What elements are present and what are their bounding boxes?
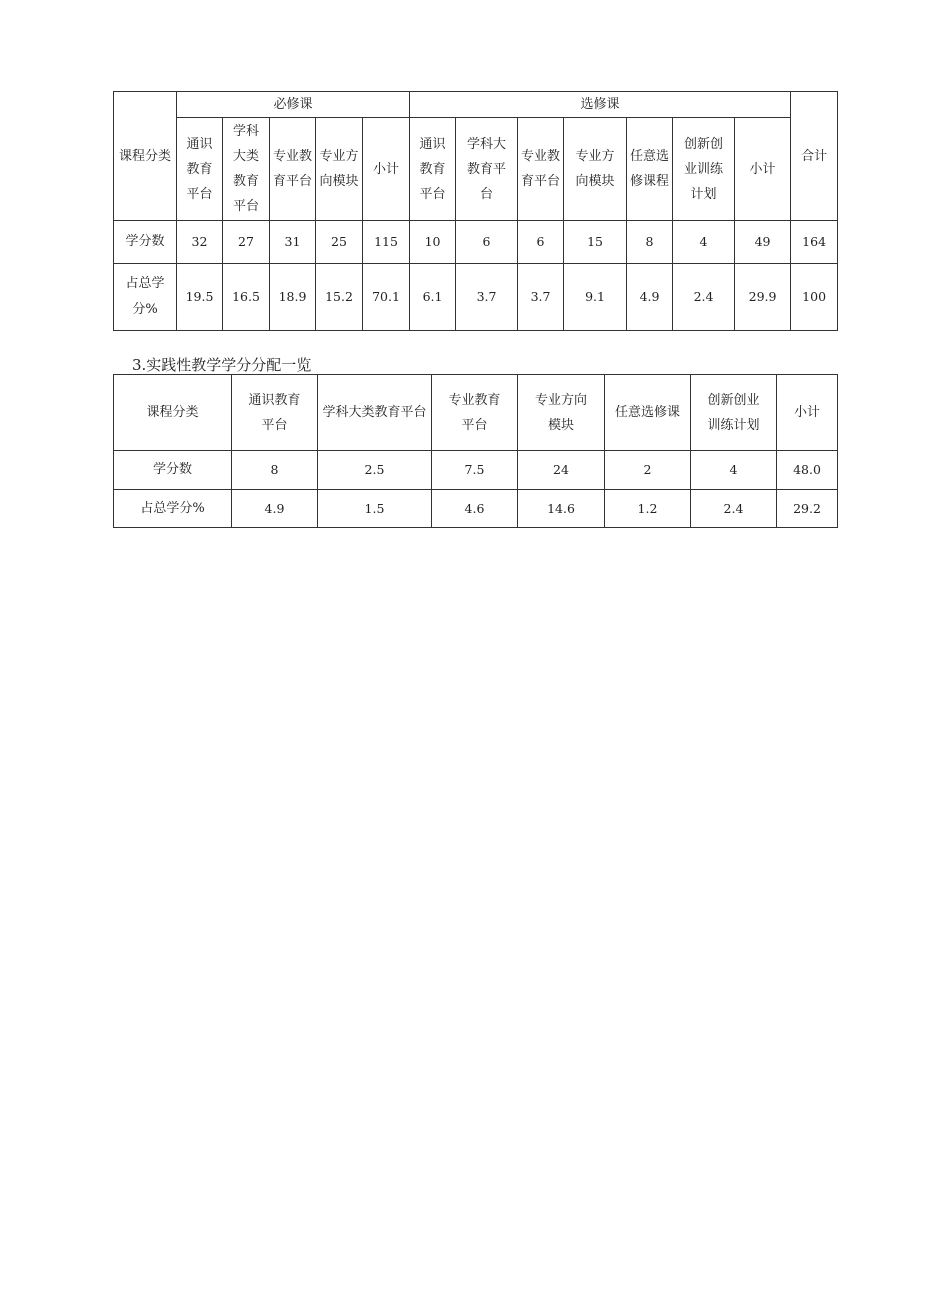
col-header: 课程分类 xyxy=(114,375,232,451)
elective-group-header: 选修课 xyxy=(410,92,791,118)
elective-col-header: 创新创 业训练 计划 xyxy=(673,118,735,221)
elective-col-header: 学科大 教育平 台 xyxy=(456,118,518,221)
table-cell: 4 xyxy=(673,221,735,264)
column-header-row xyxy=(114,118,838,221)
table-cell: 29.2 xyxy=(777,490,838,528)
required-group-header: 必修课 xyxy=(177,92,410,118)
table-cell: 7.5 xyxy=(432,451,518,490)
table-cell: 3.7 xyxy=(456,264,518,331)
table-cell: 1.2 xyxy=(605,490,691,528)
table-cell: 1.5 xyxy=(318,490,432,528)
table-cell: 2 xyxy=(605,451,691,490)
table-cell: 2.5 xyxy=(318,451,432,490)
table-cell: 16.5 xyxy=(223,264,270,331)
table-cell: 29.9 xyxy=(735,264,791,331)
row-label: 学分数 xyxy=(114,451,232,490)
credit-distribution-table xyxy=(113,91,838,331)
row-label: 学分数 xyxy=(114,221,177,264)
col-header: 通识教育 平台 xyxy=(232,375,318,451)
table-cell: 10 xyxy=(410,221,456,264)
required-col-header: 小计 xyxy=(363,118,410,221)
table-cell: 27 xyxy=(223,221,270,264)
table-cell: 31 xyxy=(270,221,316,264)
table-cell: 15 xyxy=(564,221,627,264)
practical-credit-table xyxy=(113,374,838,528)
table-cell: 32 xyxy=(177,221,223,264)
elective-col-header: 小计 xyxy=(735,118,791,221)
elective-col-header: 专业方 向模块 xyxy=(564,118,627,221)
table-cell: 18.9 xyxy=(270,264,316,331)
table-cell: 70.1 xyxy=(363,264,410,331)
table-cell: 4.9 xyxy=(232,490,318,528)
table-cell: 8 xyxy=(627,221,673,264)
table-cell: 9.1 xyxy=(564,264,627,331)
table-cell: 19.5 xyxy=(177,264,223,331)
table-row xyxy=(114,451,838,490)
table-cell: 4.9 xyxy=(627,264,673,331)
section-3-title: 3.实践性教学学分分配一览 xyxy=(132,356,312,374)
table-cell: 6 xyxy=(456,221,518,264)
table-row xyxy=(114,221,838,264)
elective-col-header: 任意选 修课程 xyxy=(627,118,673,221)
table-cell: 2.4 xyxy=(673,264,735,331)
elective-col-header: 通识 教育 平台 xyxy=(410,118,456,221)
col-header: 专业教育 平台 xyxy=(432,375,518,451)
row-label: 占总学分% xyxy=(114,490,232,528)
table-cell: 115 xyxy=(363,221,410,264)
table-cell: 4 xyxy=(691,451,777,490)
table-cell: 100 xyxy=(791,264,838,331)
required-col-header: 通识 教育 平台 xyxy=(177,118,223,221)
table-row xyxy=(114,264,838,331)
corner-header: 课程分类 xyxy=(114,92,177,221)
required-col-header: 专业方 向模块 xyxy=(316,118,363,221)
table-cell: 4.6 xyxy=(432,490,518,528)
group-header-row xyxy=(114,92,838,118)
col-header: 创新创业 训练计划 xyxy=(691,375,777,451)
required-col-header: 学科 大类 教育 平台 xyxy=(223,118,270,221)
col-header: 专业方向 模块 xyxy=(518,375,605,451)
col-header: 小计 xyxy=(777,375,838,451)
table-cell: 24 xyxy=(518,451,605,490)
table-row xyxy=(114,490,838,528)
table-cell: 15.2 xyxy=(316,264,363,331)
table-cell: 6.1 xyxy=(410,264,456,331)
table-cell: 14.6 xyxy=(518,490,605,528)
table-cell: 3.7 xyxy=(518,264,564,331)
table-cell: 8 xyxy=(232,451,318,490)
table-cell: 164 xyxy=(791,221,838,264)
table-cell: 25 xyxy=(316,221,363,264)
table-cell: 49 xyxy=(735,221,791,264)
header-row xyxy=(114,375,838,451)
table-cell: 2.4 xyxy=(691,490,777,528)
required-col-header: 专业教 育平台 xyxy=(270,118,316,221)
total-header: 合计 xyxy=(791,92,838,221)
elective-col-header: 专业教 育平台 xyxy=(518,118,564,221)
col-header: 学科大类教育平台 xyxy=(318,375,432,451)
col-header: 任意选修课 xyxy=(605,375,691,451)
table-cell: 6 xyxy=(518,221,564,264)
row-label: 占总学 分% xyxy=(114,264,177,331)
table-cell: 48.0 xyxy=(777,451,838,490)
